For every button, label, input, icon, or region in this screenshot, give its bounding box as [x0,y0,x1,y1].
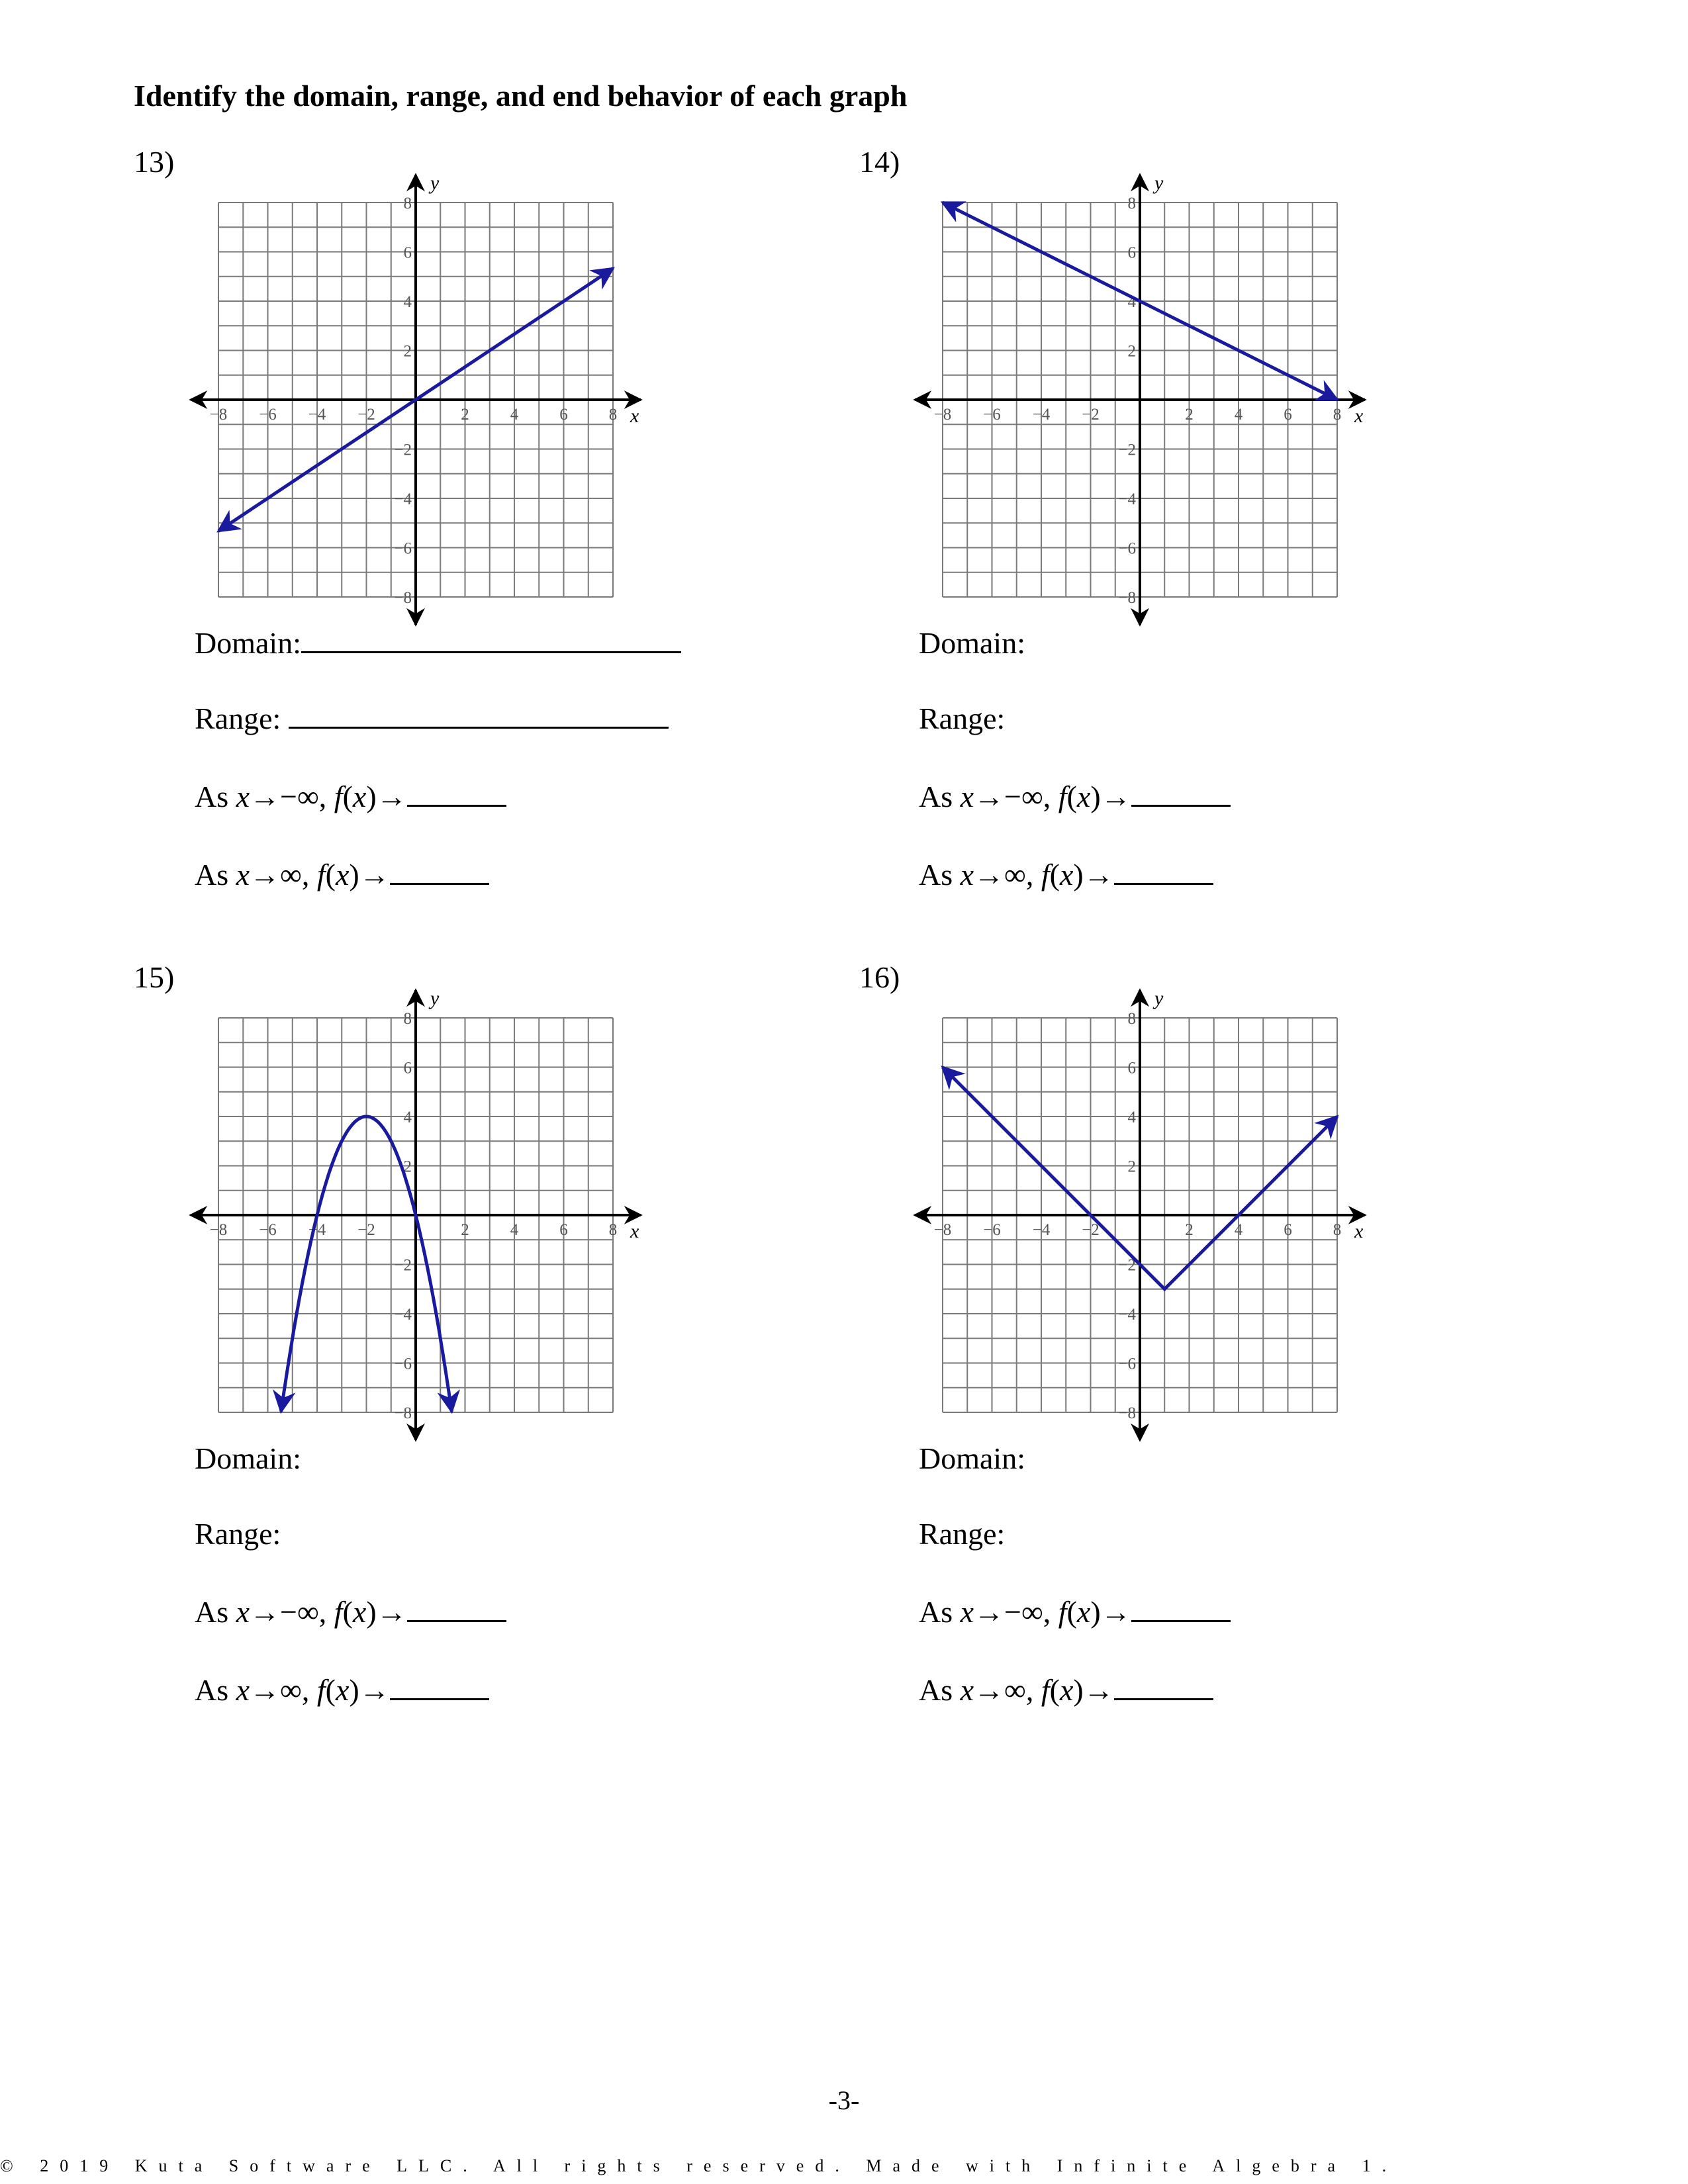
x-tick-label: −4 [1032,1221,1051,1239]
x-tick-label: 8 [608,1221,618,1239]
f-var: f [316,858,326,891]
f-var: f [1058,1595,1067,1629]
x-tick-label: −6 [259,1221,277,1239]
x-tick-label: 2 [461,406,469,424]
x-tick-label: −6 [983,406,1001,424]
x-tick-label: 4 [1234,406,1243,424]
y-tick-label: 8 [403,195,412,212]
domain-label [195,1441,301,1476]
f-var: f [316,1673,326,1707]
problem-number: 15) [134,960,175,994]
y-tick-label: 4 [403,293,412,311]
y-tick-label: 8 [403,1010,412,1028]
paren-open: ( [1066,780,1077,813]
graph-16 [915,987,1365,1440]
x-var: x [236,858,250,891]
arrow-text: →∞, [974,858,1034,891]
paren-open: ( [325,858,336,891]
x-var: x [960,858,974,891]
x-var: x [1059,858,1074,891]
x-tick-label: 2 [1185,1221,1194,1239]
range-label [919,701,1005,736]
answer-blank[interactable] [407,1595,506,1622]
x-tick-label: 8 [608,406,618,424]
y-tick-label: 2 [1127,342,1136,361]
y-tick-label: −8 [1118,589,1136,607]
domain-label [195,625,681,660]
as-text: As [195,1595,229,1629]
paren-close: ) [1090,1595,1101,1629]
y-tick-label: 2 [1127,1158,1136,1176]
x-tick-label: −4 [308,406,326,424]
problem-number: 16) [859,960,900,994]
paren-close: ) [349,858,359,891]
x-tick-label: 2 [1185,406,1194,424]
to-arrow: → [1083,1673,1114,1707]
end-behavior-neg-inf [919,779,1231,814]
end-behavior-pos-inf [195,1672,489,1707]
y-tick-label: −4 [1118,490,1136,508]
as-text: As [919,858,953,891]
f-var: f [334,780,343,813]
range-text: Range: [919,702,1006,735]
x-tick-label: −2 [1082,1221,1100,1239]
x-tick-label: 4 [510,406,519,424]
as-text: As [919,780,953,813]
page-title: Identify the domain, range, and end behavior of each graph [134,79,908,113]
paren-open: ( [325,1673,336,1707]
y-tick-label: −2 [394,1256,412,1275]
to-arrow: → [376,780,407,813]
paren-close: ) [1073,1673,1084,1707]
y-tick-label: −8 [1118,1404,1136,1422]
x-var: x [335,858,350,891]
f-var: f [1058,780,1067,813]
y-tick-label: −6 [1118,1355,1136,1373]
answer-blank[interactable] [1114,858,1213,885]
as-text: As [919,1595,953,1629]
arrow-text: →−∞, [974,1595,1051,1629]
y-tick-label: 8 [1127,1010,1136,1028]
x-tick-label: 6 [1284,1221,1292,1239]
y-tick-label: 6 [1127,244,1136,262]
f-var: f [1041,1673,1050,1707]
as-text: As [919,1673,953,1707]
to-arrow: → [359,1673,390,1707]
y-tick-label: −8 [394,1404,412,1422]
paren-close: ) [1073,858,1084,891]
range-text: Range: [919,1517,1006,1551]
paren-open: ( [1049,858,1060,891]
graph-14 [915,172,1365,625]
range-label [919,1516,1005,1551]
domain-text: Domain: [195,626,301,660]
graph-15 [191,987,641,1440]
x-tick-label: 4 [510,1221,519,1239]
answer-blank[interactable] [407,780,506,807]
to-arrow: → [359,858,390,891]
domain-blank[interactable] [301,626,681,653]
x-tick-label: 6 [559,1221,568,1239]
arrow-text: →−∞, [250,780,327,813]
y-axis-label: y [430,172,440,194]
answer-blank[interactable] [390,858,489,885]
x-tick-label: −6 [983,1221,1001,1239]
problem-number: 14) [859,145,900,179]
to-arrow: → [376,1595,407,1629]
paren-open: ( [1066,1595,1077,1629]
answer-blank[interactable] [390,1673,489,1700]
x-axis-label: x [630,1220,639,1242]
y-axis-label: y [1154,987,1164,1009]
x-tick-label: −8 [933,406,952,424]
copyright-footer: © 2019 Kuta Software LLC. All rights reserved. Made with Infinite Algebra 1. [0,2156,1398,2175]
answer-blank[interactable] [1131,780,1231,807]
paren-open: ( [342,780,353,813]
as-text: As [195,858,229,891]
arrow-text: →−∞, [974,780,1051,813]
y-tick-label: −4 [1118,1306,1136,1324]
domain-label [919,1441,1025,1476]
x-tick-label: −8 [209,406,228,424]
x-var: x [1059,1673,1074,1707]
to-arrow: → [1100,780,1131,813]
x-tick-label: −2 [1082,406,1100,424]
y-tick-label: −2 [1118,441,1136,459]
x-tick-label: −2 [357,406,375,424]
end-behavior-neg-inf [919,1594,1231,1629]
x-var: x [236,1595,250,1629]
graph-13 [191,172,641,625]
x-var: x [1076,1595,1091,1629]
paren-close: ) [349,1673,359,1707]
domain-text: Domain: [919,626,1025,660]
x-axis-label: x [1354,1220,1364,1242]
x-tick-label: 8 [1333,406,1342,424]
x-var: x [1076,780,1091,813]
y-tick-label: 2 [403,342,412,361]
page-number: -3- [828,2085,860,2115]
range-text: Range: [195,1517,281,1551]
x-tick-label: −6 [259,406,277,424]
paren-close: ) [366,780,377,813]
y-tick-label: −2 [394,441,412,459]
arrow-text: →∞, [974,1673,1034,1707]
arrow-text: →∞, [250,858,310,891]
y-tick-label: 6 [403,244,412,262]
x-var: x [352,1595,367,1629]
range-label [195,701,669,736]
to-arrow: → [1083,858,1114,891]
x-tick-label: −8 [933,1221,952,1239]
x-tick-label: 2 [461,1221,469,1239]
problem-number: 13) [134,145,175,179]
paren-open: ( [342,1595,353,1629]
domain-label [919,625,1025,660]
y-tick-label: 4 [1127,1109,1136,1126]
x-tick-label: −8 [209,1221,228,1239]
x-var: x [960,780,974,813]
domain-text: Domain: [919,1441,1025,1475]
x-tick-label: −4 [1032,406,1051,424]
x-tick-label: −2 [357,1221,375,1239]
x-tick-label: −4 [308,1221,326,1239]
x-var: x [960,1595,974,1629]
end-behavior-neg-inf [195,1594,506,1629]
y-tick-label: 6 [403,1059,412,1077]
as-text: As [195,1673,229,1707]
y-tick-label: −2 [1118,1256,1136,1275]
arrow-text: →∞, [250,1673,310,1707]
paren-close: ) [366,1595,377,1629]
f-var: f [1041,858,1050,891]
range-blank[interactable] [289,702,669,729]
y-tick-label: −8 [394,589,412,607]
x-axis-label: x [630,405,639,427]
y-tick-label: 6 [1127,1059,1136,1077]
y-tick-label: 4 [1127,293,1136,311]
end-behavior-pos-inf [919,857,1213,892]
end-behavior-pos-inf [195,857,489,892]
x-var: x [236,1673,250,1707]
paren-close: ) [1090,780,1101,813]
end-behavior-neg-inf [195,779,506,814]
paren-open: ( [1049,1673,1060,1707]
answer-blank[interactable] [1114,1673,1213,1700]
y-tick-label: −6 [1118,539,1136,558]
y-axis-label: y [430,987,440,1009]
x-tick-label: 8 [1333,1221,1342,1239]
y-tick-label: −4 [394,1306,412,1324]
y-tick-label: −6 [394,539,412,558]
f-var: f [334,1595,343,1629]
x-var: x [335,1673,350,1707]
x-axis-label: x [1354,405,1364,427]
y-tick-label: 8 [1127,195,1136,212]
y-tick-label: 2 [403,1158,412,1176]
end-behavior-pos-inf [919,1672,1213,1707]
range-label [195,1516,281,1551]
x-var: x [960,1673,974,1707]
x-tick-label: 6 [1284,406,1292,424]
y-tick-label: 4 [403,1109,412,1126]
as-text: As [195,780,229,813]
range-text: Range: [195,702,281,735]
answer-blank[interactable] [1131,1595,1231,1622]
arrow-text: →−∞, [250,1595,327,1629]
domain-text: Domain: [195,1441,301,1475]
y-axis-label: y [1154,172,1164,194]
x-tick-label: 6 [559,406,568,424]
x-var: x [236,780,250,813]
x-tick-label: 4 [1234,1221,1243,1239]
y-tick-label: −6 [394,1355,412,1373]
y-tick-label: −4 [394,490,412,508]
x-var: x [352,780,367,813]
to-arrow: → [1100,1595,1131,1629]
